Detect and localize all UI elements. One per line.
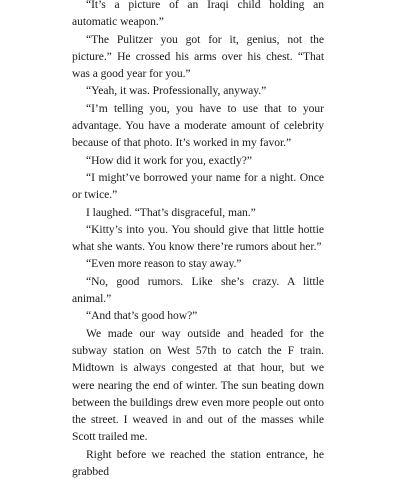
paragraph: “Kitty’s into you. You should give that little hottie what she wants. You know there’re rumors about her.”: [72, 222, 324, 254]
paragraph: “It’s a picture of an Iraqi child holding an automatic weapon.”: [72, 0, 324, 29]
paragraph: We made our way outside and headed for the subway station on West 57th to catch the F train. Midtown is always congested at that hour, but we were nearing the end of winter. The sun beating down between the buildings drew even more people out onto the street. I weaved in and out of the masses while Scott trailed me.: [72, 326, 324, 444]
paragraph: Right before we reached the station entrance, he grabbed: [72, 447, 324, 479]
paragraph: “And that’s good how?”: [86, 309, 198, 323]
paragraph: “I’m telling you, you have to use that to your advantage. You have a moderate amount of celebrity because of that photo. It’s worked in my favor.”: [72, 101, 324, 150]
body-text: [72, 0, 324, 480]
paragraph: “Yeah, it was. Professionally, anyway.”: [86, 84, 267, 98]
paragraph: “The Pulitzer you got for it, genius, not the picture.” He crossed his arms over his chest. “That was a good year for you.”: [72, 32, 324, 81]
paragraph: “Even more reason to stay away.”: [86, 257, 242, 271]
paragraph: I laughed. “That’s disgraceful, man.”: [86, 205, 256, 219]
paragraph: “I might’ve borrowed your name for a night. Once or twice.”: [72, 170, 324, 202]
paragraph: “How did it work for you, exactly?”: [86, 153, 252, 167]
paragraph: “No, good rumors. Like she’s crazy. A little animal.”: [72, 274, 324, 306]
